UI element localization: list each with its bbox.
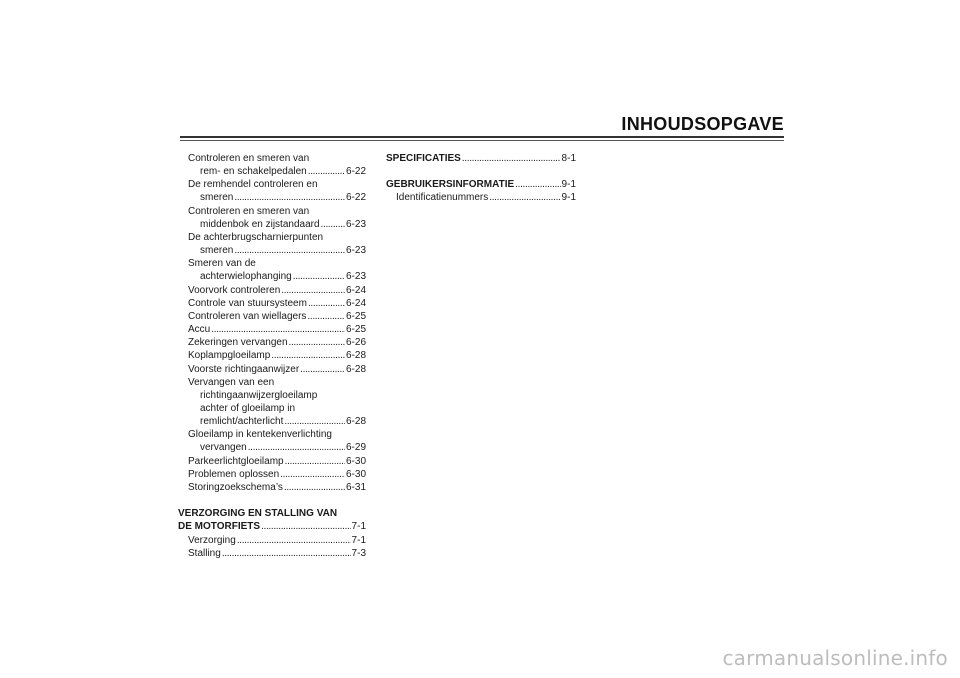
toc-page-number: 6-28 [345,350,366,362]
toc-page-number: 7-3 [351,547,366,559]
toc-page-number: 6-29 [345,442,366,454]
toc-entry-label: smeren [200,245,234,257]
toc-entry-label: rem- en schakelpedalen [200,166,307,178]
toc-entry-label: Zekeringen vervangen [188,337,288,349]
toc-entry[interactable] [178,376,366,429]
toc-entry-label: remlicht/achterlicht [200,416,284,428]
toc-entry-label: vervangen [200,442,247,454]
toc-entry-label: Identificatienummers [396,192,489,204]
header-rule [180,136,784,138]
header-rule-thin [180,140,784,141]
toc-entry[interactable] [178,205,366,231]
toc-entry[interactable] [178,481,366,494]
page-title: INHOUDSOPGAVE [621,114,784,134]
toc-entry-label: Parkeerlichtgloeilamp [188,455,284,467]
toc-page-number: 6-26 [345,337,366,349]
toc-page-number: 7-1 [351,521,366,533]
toc-entry-label: Stalling [188,547,221,559]
toc-entry-identificatienummers[interactable] [386,191,576,204]
toc-entry-label: Problemen oplossen [188,468,280,480]
toc-entry[interactable] [178,363,366,376]
toc-right-column [386,152,576,205]
toc-entry-label: achter of gloeilamp in [200,402,296,414]
toc-entry-label: Accu [188,324,211,336]
toc-chapter-title: VERZORGING EN STALLING VAN [178,508,338,520]
toc-page-number: 6-22 [345,166,366,178]
toc-entry[interactable] [178,178,366,204]
toc-entry-label: De remhendel controleren en [188,179,318,191]
toc-entry[interactable] [178,231,366,257]
toc-chapter-gebruikersinformatie[interactable] [386,178,576,191]
toc-page-number: 6-23 [345,245,366,257]
toc-entry-label: Koplampgloeilamp [188,350,271,362]
toc-page-number: 6-28 [345,363,366,375]
toc-entry[interactable] [178,468,366,481]
toc-entry[interactable] [178,297,366,310]
toc-entry[interactable] [178,257,366,283]
toc-page-number: 6-23 [345,271,366,283]
toc-page-number: 6-28 [345,416,366,428]
toc-entry[interactable] [178,284,366,297]
toc-page-number: 6-22 [345,192,366,204]
toc-entry-label: Storingzoekschema’s [188,481,283,493]
toc-page-number: 9-1 [561,192,576,204]
toc-entry-label: Controleren en smeren van [188,205,310,217]
toc-entry[interactable] [178,152,366,178]
toc-entry-label: Smeren van de [188,258,256,270]
toc-page-number: 6-23 [345,218,366,230]
toc-entry[interactable] [178,428,366,454]
toc-page-number: 6-30 [345,468,366,480]
toc-entry[interactable] [178,547,366,560]
toc-chapter-title: GEBRUIKERSINFORMATIE [386,179,515,191]
toc-entry-label: Voorvork controleren [188,284,281,296]
toc-page-number: 8-1 [561,153,576,164]
toc-entry-label: Controleren en smeren van [188,153,310,164]
toc-page-number: 6-24 [345,284,366,296]
toc-page-number: 7-1 [351,534,366,546]
toc-entry-label: smeren [200,192,234,204]
toc-entry-label: Voorste richtingaanwijzer [188,363,300,375]
toc-entry-label: Controle van stuursysteem [188,297,307,309]
toc-entry-label: Controleren van wiellagers [188,310,307,322]
toc-left-column [178,152,366,560]
toc-entry-label: Verzorging [188,534,236,546]
toc-chapter-title: SPECIFICATIES [386,153,461,164]
watermark-text: carmanualsonline.info [722,646,948,670]
toc-entry-label: middenbok en zijstandaard [200,218,320,230]
toc-page-number: 9-1 [561,179,576,191]
toc-entry-label: richtingaanwijzergloeilamp [200,389,318,401]
toc-page-number: 6-31 [345,481,366,493]
toc-page-number: 6-24 [345,297,366,309]
toc-entry-label: achterwielophanging [200,271,292,283]
toc-entry[interactable] [178,310,366,323]
toc-chapter-specificaties[interactable] [386,152,576,165]
toc-entry-label: Gloeilamp in kentekenverlichting [188,429,332,441]
toc-entry-label: De achterbrugscharnierpunten [188,231,324,243]
toc-entry[interactable] [178,455,366,468]
toc-entry[interactable] [178,336,366,349]
toc-entry[interactable] [178,323,366,336]
toc-entry[interactable] [178,534,366,547]
toc-page-number: 6-25 [345,310,366,322]
toc-entry-label: Vervangen van een [188,376,275,388]
toc-page-number: 6-25 [345,324,366,336]
toc-entry[interactable] [178,349,366,362]
toc-page-number: 6-30 [345,455,366,467]
toc-chapter-verzorging[interactable] [178,507,366,533]
toc-chapter-title: DE MOTORFIETS [178,521,261,533]
